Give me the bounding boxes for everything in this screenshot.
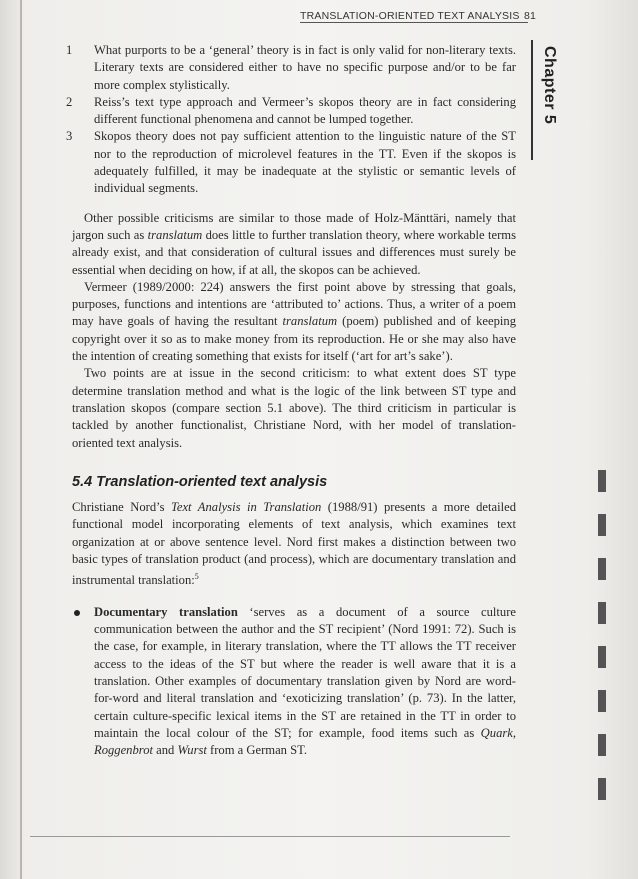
bullet-icon (74, 610, 80, 616)
criticism-list (66, 42, 516, 198)
paragraph-criticisms: Other possible criticisms are similar to those made of Holz-Mänttäri, namely that jargon such as translatum does little to further translation theory, where workable terms already exist, and that consideration of cultural issues and differences must surely be essential when deciding on how, if at all, the skopos can be achieved. (72, 210, 516, 277)
list-item-number: 3 (66, 129, 73, 144)
list-item-number: 1 (66, 43, 73, 57)
section-heading: 5.4 Translation-oriented text analysis (72, 473, 328, 490)
paragraph-nord-intro: Christiane Nord’s Text Analysis in Translation (1988/91) presents a more detailed functional model incorporating elements of text analysis, which examines text organization at or above sentence level. Nord first makes a distinction between two basic types of translation product (and process), which are documentary translation and instrumental translation:$^5$ (72, 500, 516, 588)
page-binding-edge (20, 0, 22, 879)
page-number: 81 (524, 10, 537, 22)
bullet-term: Documentary translation (94, 604, 238, 619)
chapter-tab-rule (531, 40, 533, 160)
chapter-tab-label: Chapter 5 (541, 46, 558, 125)
running-title: TRANSLATION-ORIENTED TEXT ANALYSIS (300, 10, 528, 23)
list-item-text: Skopos theory does not pay sufficient attention to the linguistic nature of the ST nor to the reproduction of microlevel features in the TT. Even if the skopos is adequately fulfilled, it may be inadequate at the stylistic or semantic levels of individual segments. (94, 129, 516, 196)
list-item (66, 42, 516, 94)
page-edge-marks (598, 470, 606, 820)
list-item-text: What purports to be a ‘general’ theory is in fact is only valid for non-literary texts. Literary texts are considered either to have no specific purpose and/or to be far more complex stylistically. (94, 43, 516, 92)
paragraph-vermeer-response: Vermeer (1989/2000: 224) answers the first point above by stressing that goals, purposes, functions and intentions are ‘attributed to’ actions. Thus, a writer of a poem may have goals of having the resultant translatum (poem) published and of keeping copyright over it so as to make money from its reproduction. He or she may also have the intention of creating something that exists for itself (‘art for art’s sake’). (72, 279, 516, 364)
chapter-tab (531, 40, 561, 160)
list-item-text: Reiss’s text type approach and Vermeer’s skopos theory are in fact considering different functional phenomena and cannot be lumped together. (94, 94, 516, 127)
list-item (66, 94, 516, 129)
bottom-rule (30, 836, 510, 837)
running-header (300, 8, 540, 26)
list-item-number: 2 (66, 94, 73, 109)
page-body (66, 42, 516, 759)
list-item-documentary-translation: Documentary translation ‘serves as a document of a source culture communication between the author and the ST recipient’ (Nord 1991: 72). Such is the case, for example, in literary translation, where the TT allows the TT receiver access to the ideas of the ST but where the reader is well aware that it is a translation. Other examples of documentary translation given by Nord are word-for-word and literal translation and ‘exoticizing translation’ (p. 73). In the latter, certain culture-specific lexical items in the ST are retained in the TT in order to maintain the local colour of the ST; for example, food items such as Quark, Roggenbrot and Wurst from a German ST. (72, 604, 516, 760)
paragraph-second-criticism: Two points are at issue in the second criticism: to what extent does ST type determine translation method and what is the logic of the link between ST type and translation skopos (compare section 5.1 above). The third criticism in particular is tackled by another functionalist, Christiane Nord, with her model of translation-oriented text analysis. (72, 366, 516, 450)
list-item (66, 128, 516, 197)
footnote-marker: 5 (194, 572, 199, 582)
